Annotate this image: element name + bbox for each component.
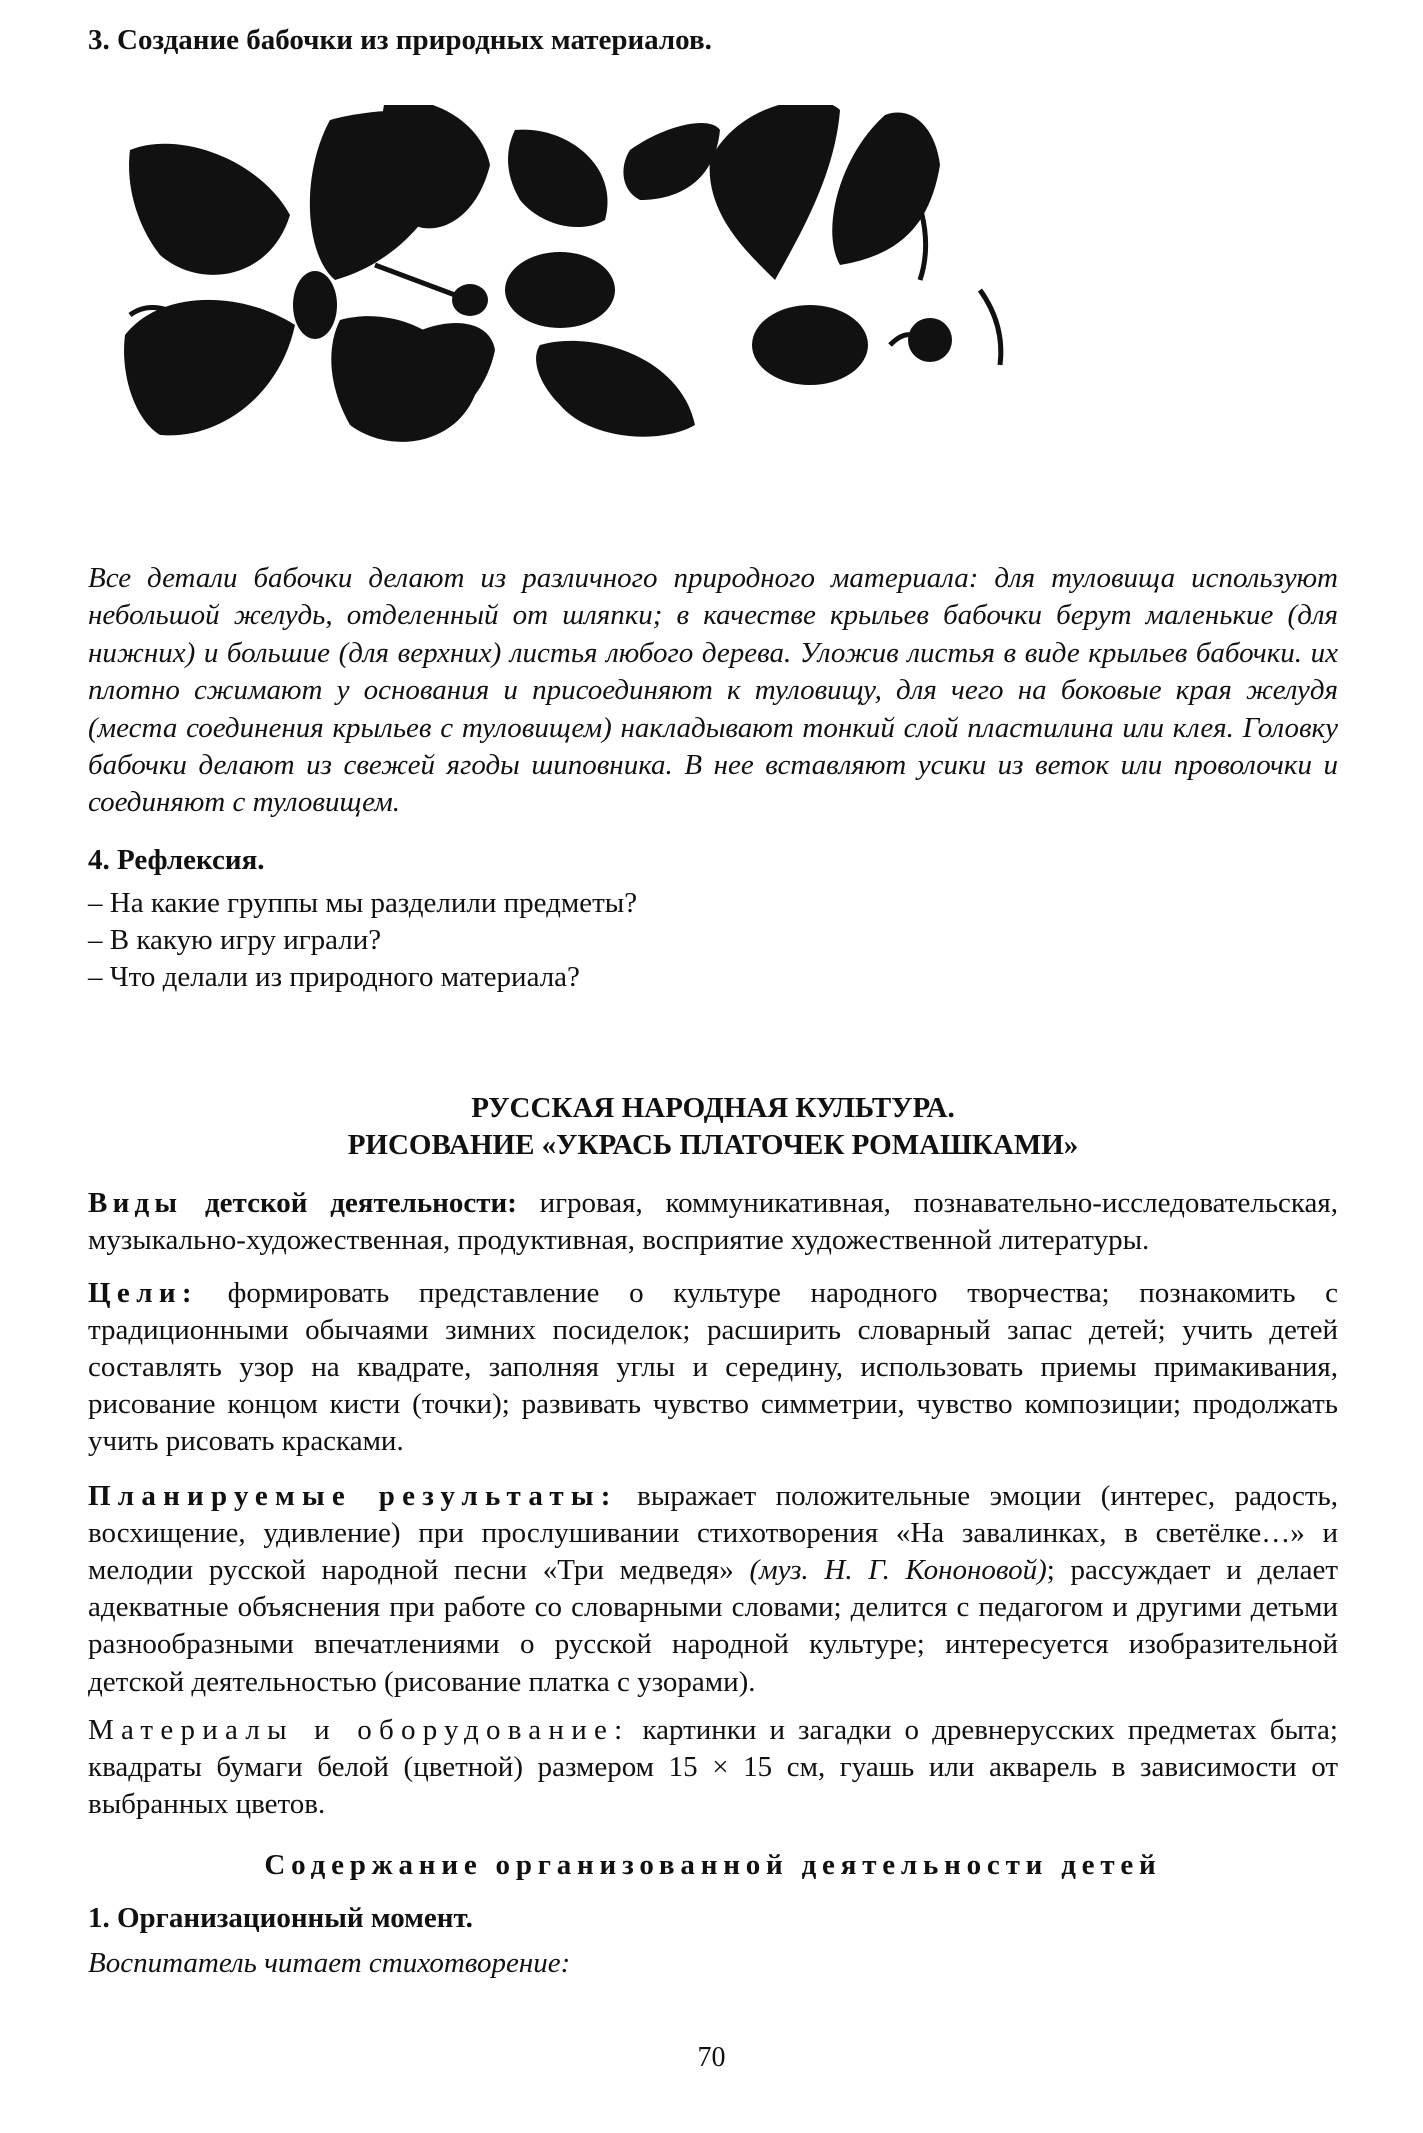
- teacher-reads: Воспитатель читает стихотворение:: [88, 1947, 571, 1979]
- goals-paragraph: [88, 1275, 1338, 1461]
- list-item: – Что делали из природного материала?: [88, 961, 580, 994]
- results-text-1: выражает положительные эмоции (интерес, радость, восхищение, удивление) при прослушивании стихотворения «На завалинках, в светёлке…» и мелодии русской народной песни «Три медведя»: [88, 1480, 1338, 1587]
- activities-label: детской деятельности:: [182, 1187, 517, 1219]
- results-text-2: ; рассуждает и делает адекватные объяснения при работе со словарными словами; делится с педагогом и другими детьми разнообразными впечатлениями о русской народной культуре; интересуется изобразительной детской деятельностью (рисование платка с узорами).: [88, 1554, 1338, 1698]
- butterfly-description: [88, 560, 1338, 822]
- lesson-title: [88, 1090, 1338, 1164]
- goals-label: Цели:: [88, 1277, 198, 1309]
- results-label: Планируемые результаты:: [88, 1480, 618, 1512]
- section-heading-organizational: 1. Организационный момент.: [88, 1902, 473, 1934]
- lesson-title-line-2: РИСОВАНИЕ «УКРАСЬ ПЛАТОЧЕК РОМАШКАМИ»: [347, 1129, 1079, 1162]
- lesson-title-line-1: РУССКАЯ НАРОДНАЯ КУЛЬТУРА.: [471, 1092, 955, 1124]
- goals-text: формировать представление о культуре народного творчества; познакомить с традиционными обычаями зимних посиделок; расширить словарный запас детей; учить детей составлять узор на квадрате, заполняя углы и середину, использовать приемы примакивания, рисование концом кисти (точки); развивать чувство симметрии, чувство композиции; продолжать учить рисовать красками.: [88, 1277, 1338, 1458]
- materials-paragraph: [88, 1712, 1338, 1823]
- materials-label: Материалы и оборудование:: [88, 1714, 630, 1746]
- butterfly-parts-exploded-icon: [375, 105, 720, 437]
- activities-paragraph: [88, 1185, 1338, 1259]
- materials-text: картинки и загадки о древнерусских предметах быта; квадраты бумаги белой (цветной) размером 15 × 15 см, гуашь или акварель в зависимости от выбранных цветов.: [88, 1714, 1338, 1821]
- results-text-italic: (муз. Н. Г. Кононовой): [749, 1554, 1047, 1587]
- butterfly-illustration: [120, 105, 1315, 505]
- content-heading: Содержание организованной деятельности детей: [264, 1849, 1162, 1881]
- page-number: 70: [697, 2042, 726, 2073]
- description-text: Все детали бабочки делают из различного природного материала: для туловища используют небольшой желудь, отделенный от шляпки; в качестве крыльев бабочки берут маленькие (для нижних) и большие (для верхних) листья любого дерева. Уложив листья в виде крыльев бабочки. их плотно сжимают у основания и присоединяют к туловищу, для чего на боковые края желудя (места соединения крыльев с туловищем) накладывают тонкий слой пластилина или клея. Головку бабочки делают из свежей ягоды шиповника. В нее вставляют усики из веток или проволочки и соединяют с туловищем.: [88, 562, 1338, 819]
- activities-text: игровая, коммуникативная, познавательно-исследовательская, музыкально-художественная, продуктивная, восприятие художественной литературы.: [88, 1187, 1338, 1257]
- activities-label-spaced: Виды: [88, 1187, 183, 1219]
- leaves-acorn-rosehip-icon: [710, 105, 1001, 385]
- list-item: – В какую игру играли?: [88, 924, 382, 957]
- list-item: – На какие группы мы разделили предметы?: [88, 887, 638, 919]
- results-paragraph: [88, 1478, 1338, 1701]
- questions-list: [88, 885, 988, 996]
- section-heading-butterfly: 3. Создание бабочки из природных материалов.: [88, 24, 712, 56]
- section-heading-reflection: 4. Рефлексия.: [88, 844, 265, 876]
